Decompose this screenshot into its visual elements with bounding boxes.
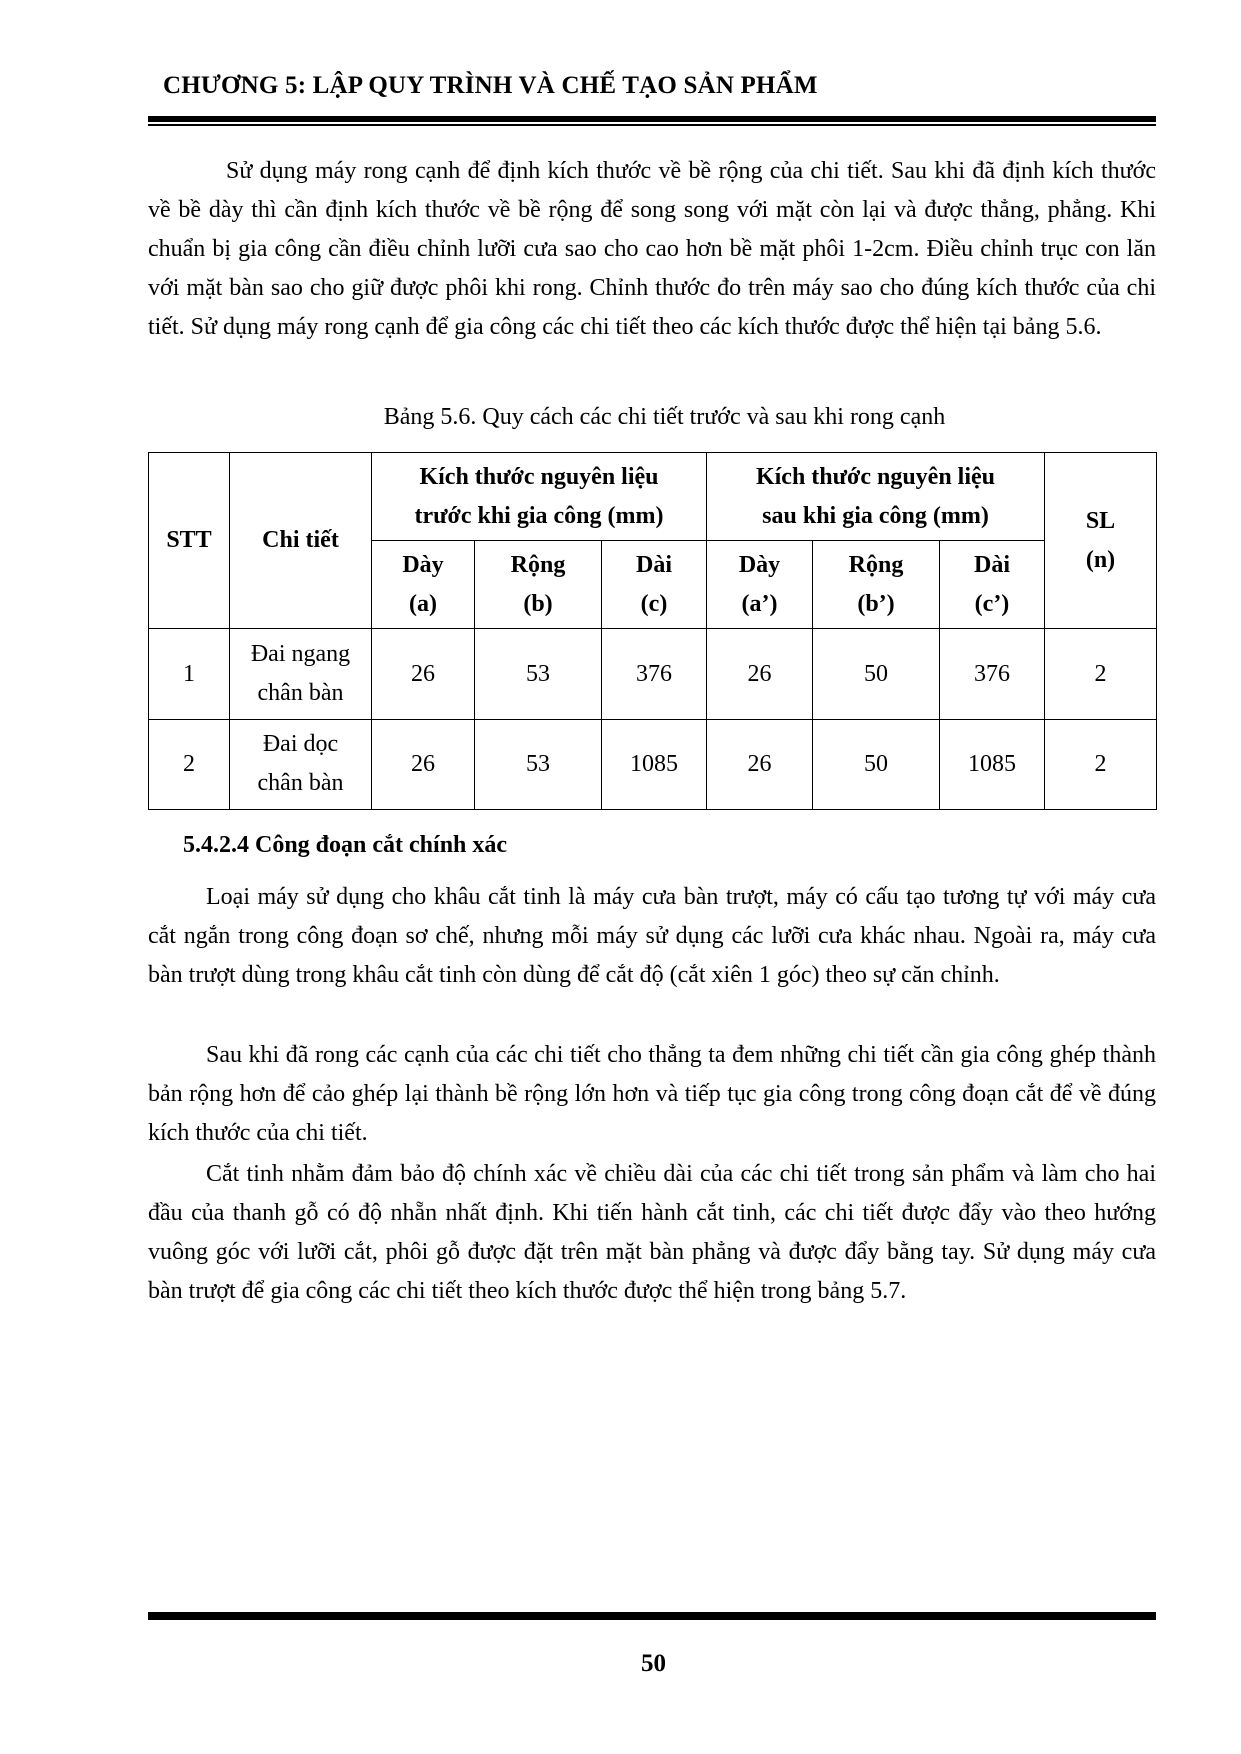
cell-chi-tiet (230, 629, 372, 719)
header-after-line2: sau khi gia công (mm) (762, 502, 989, 529)
subheader-symbol: (a’) (741, 590, 778, 617)
subheader-name: Dày (402, 551, 444, 578)
subheader-name: Dài (974, 551, 1010, 578)
cell-a2: 26 (707, 629, 813, 719)
cell-a2: 26 (707, 719, 813, 809)
cell-b2: 50 (813, 719, 940, 809)
subheader-cell (707, 541, 813, 629)
paragraph-3: Sau khi đã rong các cạnh của các chi tiết cho thẳng ta đem những chi tiết cần gia công ghép thành bản rộng hơn để cảo ghép lại thành bề rộng lớn hơn và tiếp tục gia công trong công đoạn cắt để về đúng kích thước của chi tiết. (148, 1042, 1156, 1146)
subheader-cell (813, 541, 940, 629)
cell-c: 1085 (602, 719, 707, 809)
cell-chi-tiet-line2: chân bàn (257, 770, 344, 797)
header-after (707, 453, 1045, 541)
cell-a: 26 (372, 719, 475, 809)
paragraph-block-4 (148, 1155, 1156, 1311)
cell-sl: 2 (1045, 719, 1157, 809)
table-row (149, 629, 1157, 719)
cell-c: 376 (602, 629, 707, 719)
section-heading: 5.4.2.4 Công đoạn cắt chính xác (183, 832, 508, 858)
header-rule-thin (148, 124, 1156, 126)
header-sl-line2: (n) (1085, 546, 1116, 573)
paragraph-block-2 (148, 878, 1156, 995)
cell-sl: 2 (1045, 629, 1157, 719)
cell-stt: 1 (149, 629, 230, 719)
paragraph-1: Sử dụng máy rong cạnh để định kích thước về bề rộng của chi tiết. Sau khi đã định kích thước về bề dày thì cần định kích thước về bề rộng để song song với mặt còn lại và được thẳng, phẳng. Khi chuẩn bị gia công cần điều chỉnh lưỡi cưa sao cho cao hơn bề mặt phôi 1-2cm. Điều chỉnh trục con lăn với mặt bàn sao cho giữ được phôi khi rong. Chỉnh thước đo trên máy sao cho đúng kích thước của chi tiết. Sử dụng máy rong cạnh để gia công các chi tiết theo các kích thước được thể hiện tại bảng 5.6. (148, 158, 1156, 340)
subheader-symbol: (b) (523, 590, 553, 617)
subheader-cell (372, 541, 475, 629)
subheader-symbol: (c) (640, 590, 668, 617)
cell-stt: 2 (149, 719, 230, 809)
header-after-line1: Kích thước nguyên liệu (755, 463, 996, 490)
page-number: 50 (641, 1650, 666, 1677)
cell-chi-tiet-line2: chân bàn (257, 680, 344, 707)
cell-chi-tiet-line1: Đai ngang (250, 641, 351, 668)
header-rule-thick (148, 116, 1156, 122)
subheader-symbol: (b’) (857, 590, 895, 617)
header-before-line1: Kích thước nguyên liệu (419, 463, 659, 490)
cell-b2: 50 (813, 629, 940, 719)
paragraph-4: Cắt tinh nhằm đảm bảo độ chính xác về chiều dài của các chi tiết trong sản phẩm và làm cho hai đầu của thanh gỗ có độ nhẵn nhất định. Khi tiến hành cắt tinh, các chi tiết được đẩy vào theo hướng vuông góc với lưỡi cắt, phôi gỗ được đặt trên mặt bàn phẳng và được đẩy bằng tay. Sử dụng máy cưa bàn trượt để gia công các chi tiết theo kích thước được thể hiện trong bảng 5.7. (148, 1161, 1156, 1304)
subheader-name: Dày (738, 551, 781, 578)
cell-c2: 376 (940, 629, 1045, 719)
cell-chi-tiet (230, 719, 372, 809)
paragraph-block-1 (148, 152, 1156, 347)
subheader-name: Dài (636, 551, 672, 578)
table-caption: Bảng 5.6. Quy cách các chi tiết trước và sau khi rong cạnh (383, 404, 946, 430)
header-before (372, 453, 707, 541)
footer-rule (148, 1612, 1156, 1620)
table-row (149, 719, 1157, 809)
header-stt: STT (149, 453, 230, 629)
cell-a: 26 (372, 629, 475, 719)
chapter-title: CHƯƠNG 5: LẬP QUY TRÌNH VÀ CHẾ TẠO SẢN PHẨM (163, 72, 818, 99)
subheader-name: Rộng (848, 551, 904, 578)
paragraph-2: Loại máy sử dụng cho khâu cắt tinh là máy cưa bàn trượt, máy có cấu tạo tương tự với máy cưa cắt ngắn trong công đoạn sơ chế, nhưng mỗi máy sử dụng các lưỡi cưa khác nhau. Ngoài ra, máy cưa bàn trượt dùng trong khâu cắt tinh còn dùng để cắt độ (cắt xiên 1 góc) theo sự căn chỉnh. (148, 884, 1156, 988)
subheader-cell (602, 541, 707, 629)
cell-c2: 1085 (940, 719, 1045, 809)
header-sl (1045, 453, 1157, 629)
subheader-cell (940, 541, 1045, 629)
header-sl-line1: SL (1085, 507, 1116, 534)
header-chi-tiet: Chi tiết (230, 453, 372, 629)
paragraph-block-3 (148, 1036, 1156, 1153)
cell-b: 53 (475, 629, 602, 719)
cell-chi-tiet-line1: Đai dọc (262, 731, 339, 758)
subheader-cell (475, 541, 602, 629)
subheader-symbol: (c’) (974, 590, 1010, 617)
cell-b: 53 (475, 719, 602, 809)
subheader-name: Rộng (510, 551, 566, 578)
spec-table (148, 452, 1157, 810)
header-before-line2: trước khi gia công (mm) (414, 502, 664, 529)
table-header-row-1 (149, 453, 1157, 541)
subheader-symbol: (a) (409, 590, 437, 617)
